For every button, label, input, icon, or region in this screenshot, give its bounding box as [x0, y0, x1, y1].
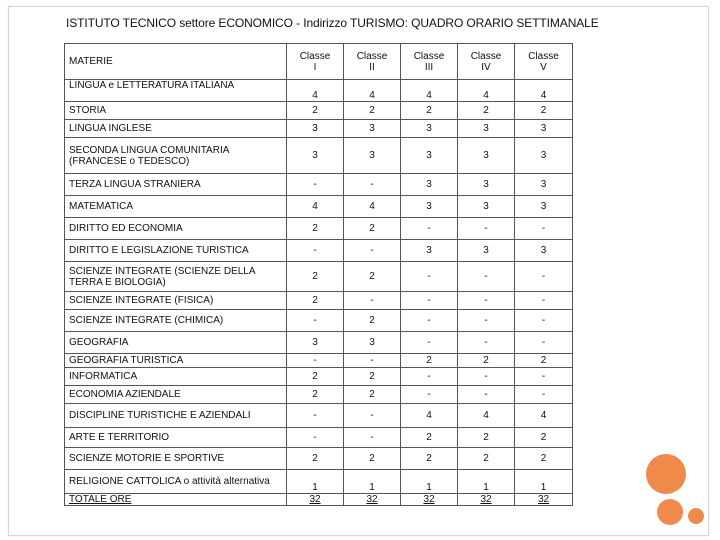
hours-cell: -	[287, 428, 344, 448]
hours-cell: 4	[287, 80, 344, 102]
hours-cell: 3	[401, 138, 458, 174]
hours-cell: 3	[401, 120, 458, 138]
subject-cell: GEOGRAFIA	[65, 332, 287, 354]
hours-cell: 2	[515, 448, 573, 470]
hours-cell: 2	[287, 292, 344, 310]
hours-cell: 3	[287, 120, 344, 138]
table-row	[65, 138, 573, 174]
subject-cell: MATEMATICA	[65, 196, 287, 218]
hours-cell: -	[401, 292, 458, 310]
subject-cell: SCIENZE MOTORIE E SPORTIVE	[65, 448, 287, 470]
hours-cell: 2	[458, 448, 515, 470]
hours-cell: -	[515, 310, 573, 332]
hours-cell: 2	[344, 218, 401, 240]
subject-cell: DISCIPLINE TURISTICHE E AZIENDALI	[65, 404, 287, 428]
subject-cell: STORIA	[65, 102, 287, 120]
hours-cell: 2	[287, 218, 344, 240]
hours-cell: 2	[401, 428, 458, 448]
hours-cell: 1	[515, 470, 573, 494]
hours-cell: -	[401, 386, 458, 404]
table-row	[65, 354, 573, 368]
hours-cell: 4	[344, 196, 401, 218]
hours-cell: -	[515, 368, 573, 386]
hours-cell: 1	[344, 470, 401, 494]
hours-cell: 2	[458, 102, 515, 120]
class-header: Classe II	[344, 44, 401, 80]
hours-cell: 2	[515, 354, 573, 368]
subject-cell: GEOGRAFIA TURISTICA	[65, 354, 287, 368]
hours-cell: 2	[401, 102, 458, 120]
hours-cell: -	[344, 240, 401, 262]
subject-cell: SCIENZE INTEGRATE (CHIMICA)	[65, 310, 287, 332]
hours-cell: -	[344, 174, 401, 196]
hours-cell: 2	[401, 354, 458, 368]
hours-cell: 3	[515, 120, 573, 138]
table-row	[65, 240, 573, 262]
hours-cell: 2	[287, 386, 344, 404]
hours-cell: 2	[344, 368, 401, 386]
table-row	[65, 404, 573, 428]
subject-cell: DIRITTO ED ECONOMIA	[65, 218, 287, 240]
subject-cell: SCIENZE INTEGRATE (FISICA)	[65, 292, 287, 310]
subject-cell: INFORMATICA	[65, 368, 287, 386]
hours-cell: 4	[401, 80, 458, 102]
table-row	[65, 368, 573, 386]
slide-title: ISTITUTO TECNICO settore ECONOMICO - Indirizzo TURISMO: QUADRO ORARIO SETTIMANALE	[66, 16, 599, 30]
hours-cell: -	[458, 368, 515, 386]
table-row	[65, 310, 573, 332]
hours-cell: 4	[401, 404, 458, 428]
hours-cell: 3	[401, 196, 458, 218]
decorative-circle-large	[646, 454, 686, 494]
hours-cell: 2	[344, 262, 401, 292]
table-row	[65, 102, 573, 120]
hours-cell: 3	[458, 196, 515, 218]
hours-cell: -	[515, 386, 573, 404]
class-header: Classe I	[287, 44, 344, 80]
hours-cell: -	[458, 262, 515, 292]
hours-cell: 4	[515, 80, 573, 102]
table-row	[65, 218, 573, 240]
subject-cell: LINGUA e LETTERATURA ITALIANA	[65, 80, 287, 102]
subject-cell: SECONDA LINGUA COMUNITARIA (FRANCESE o TEDESCO)	[65, 138, 287, 174]
hours-cell: 32	[515, 494, 573, 506]
subject-cell: DIRITTO E LEGISLAZIONE TURISTICA	[65, 240, 287, 262]
hours-cell: 4	[287, 196, 344, 218]
hours-cell: 3	[287, 138, 344, 174]
subject-cell: TERZA LINGUA STRANIERA	[65, 174, 287, 196]
hours-cell: -	[344, 354, 401, 368]
hours-cell: 4	[515, 404, 573, 428]
decorative-circle-medium	[657, 499, 683, 525]
hours-cell: 3	[401, 240, 458, 262]
hours-cell: 4	[344, 80, 401, 102]
hours-cell: 2	[515, 102, 573, 120]
hours-cell: -	[287, 404, 344, 428]
hours-cell: 2	[458, 428, 515, 448]
hours-cell: 3	[401, 174, 458, 196]
hours-cell: -	[287, 174, 344, 196]
hours-cell: 1	[458, 470, 515, 494]
table-row	[65, 448, 573, 470]
table-row	[65, 470, 573, 494]
hours-cell: 32	[287, 494, 344, 506]
table-row	[65, 428, 573, 448]
hours-cell: -	[458, 292, 515, 310]
subject-cell: ECONOMIA AZIENDALE	[65, 386, 287, 404]
table-header-row	[65, 44, 573, 80]
hours-cell: -	[401, 368, 458, 386]
hours-cell: 2	[344, 310, 401, 332]
hours-cell: 1	[287, 470, 344, 494]
subject-cell: RELIGIONE CATTOLICA o attività alternativa	[65, 470, 287, 494]
hours-cell: 4	[458, 80, 515, 102]
table-row	[65, 174, 573, 196]
hours-cell: 3	[515, 240, 573, 262]
class-header: Classe IV	[458, 44, 515, 80]
hours-cell: -	[458, 386, 515, 404]
hours-cell: -	[515, 218, 573, 240]
table-row	[65, 332, 573, 354]
class-header: Classe III	[401, 44, 458, 80]
subject-cell: ARTE E TERRITORIO	[65, 428, 287, 448]
hours-cell: 2	[458, 354, 515, 368]
hours-cell: 2	[344, 448, 401, 470]
hours-cell: 2	[344, 102, 401, 120]
hours-cell: 32	[344, 494, 401, 506]
hours-cell: 3	[458, 120, 515, 138]
hours-cell: 3	[458, 240, 515, 262]
hours-cell: -	[515, 262, 573, 292]
hours-cell: -	[515, 292, 573, 310]
subject-cell: TOTALE ORE	[65, 494, 287, 506]
hours-cell: -	[287, 310, 344, 332]
hours-cell: 2	[287, 102, 344, 120]
hours-cell: 2	[287, 262, 344, 292]
decorative-circle-small	[688, 508, 704, 524]
hours-cell: -	[344, 428, 401, 448]
table-row	[65, 196, 573, 218]
hours-cell: 1	[401, 470, 458, 494]
hours-cell: -	[344, 292, 401, 310]
table-row	[65, 120, 573, 138]
hours-cell: 3	[515, 138, 573, 174]
hours-cell: -	[401, 218, 458, 240]
hours-cell: -	[458, 218, 515, 240]
schedule-table	[64, 43, 573, 506]
hours-cell: -	[344, 404, 401, 428]
subject-cell: SCIENZE INTEGRATE (SCIENZE DELLA TERRA E BIOLOGIA)	[65, 262, 287, 292]
table-row	[65, 386, 573, 404]
hours-cell: 3	[344, 332, 401, 354]
hours-cell: -	[458, 310, 515, 332]
hours-cell: -	[401, 262, 458, 292]
hours-cell: 2	[401, 448, 458, 470]
hours-cell: -	[515, 332, 573, 354]
hours-cell: 2	[287, 368, 344, 386]
hours-cell: 3	[287, 332, 344, 354]
hours-cell: 3	[344, 120, 401, 138]
hours-cell: 3	[515, 196, 573, 218]
hours-cell: 3	[458, 138, 515, 174]
table-body	[65, 80, 573, 506]
hours-cell: 32	[401, 494, 458, 506]
table-row	[65, 80, 573, 102]
hours-cell: 32	[458, 494, 515, 506]
class-header: Classe V	[515, 44, 573, 80]
hours-cell: 2	[344, 386, 401, 404]
hours-cell: -	[458, 332, 515, 354]
table-row	[65, 494, 573, 506]
hours-cell: -	[287, 354, 344, 368]
hours-cell: 3	[515, 174, 573, 196]
hours-cell: -	[401, 332, 458, 354]
hours-cell: -	[401, 310, 458, 332]
subject-column-header: MATERIE	[65, 44, 287, 80]
table-row	[65, 262, 573, 292]
hours-cell: 3	[458, 174, 515, 196]
hours-cell: -	[287, 240, 344, 262]
hours-cell: 2	[287, 448, 344, 470]
subject-cell: LINGUA INGLESE	[65, 120, 287, 138]
hours-cell: 4	[458, 404, 515, 428]
hours-cell: 3	[344, 138, 401, 174]
hours-cell: 2	[515, 428, 573, 448]
table-row	[65, 292, 573, 310]
